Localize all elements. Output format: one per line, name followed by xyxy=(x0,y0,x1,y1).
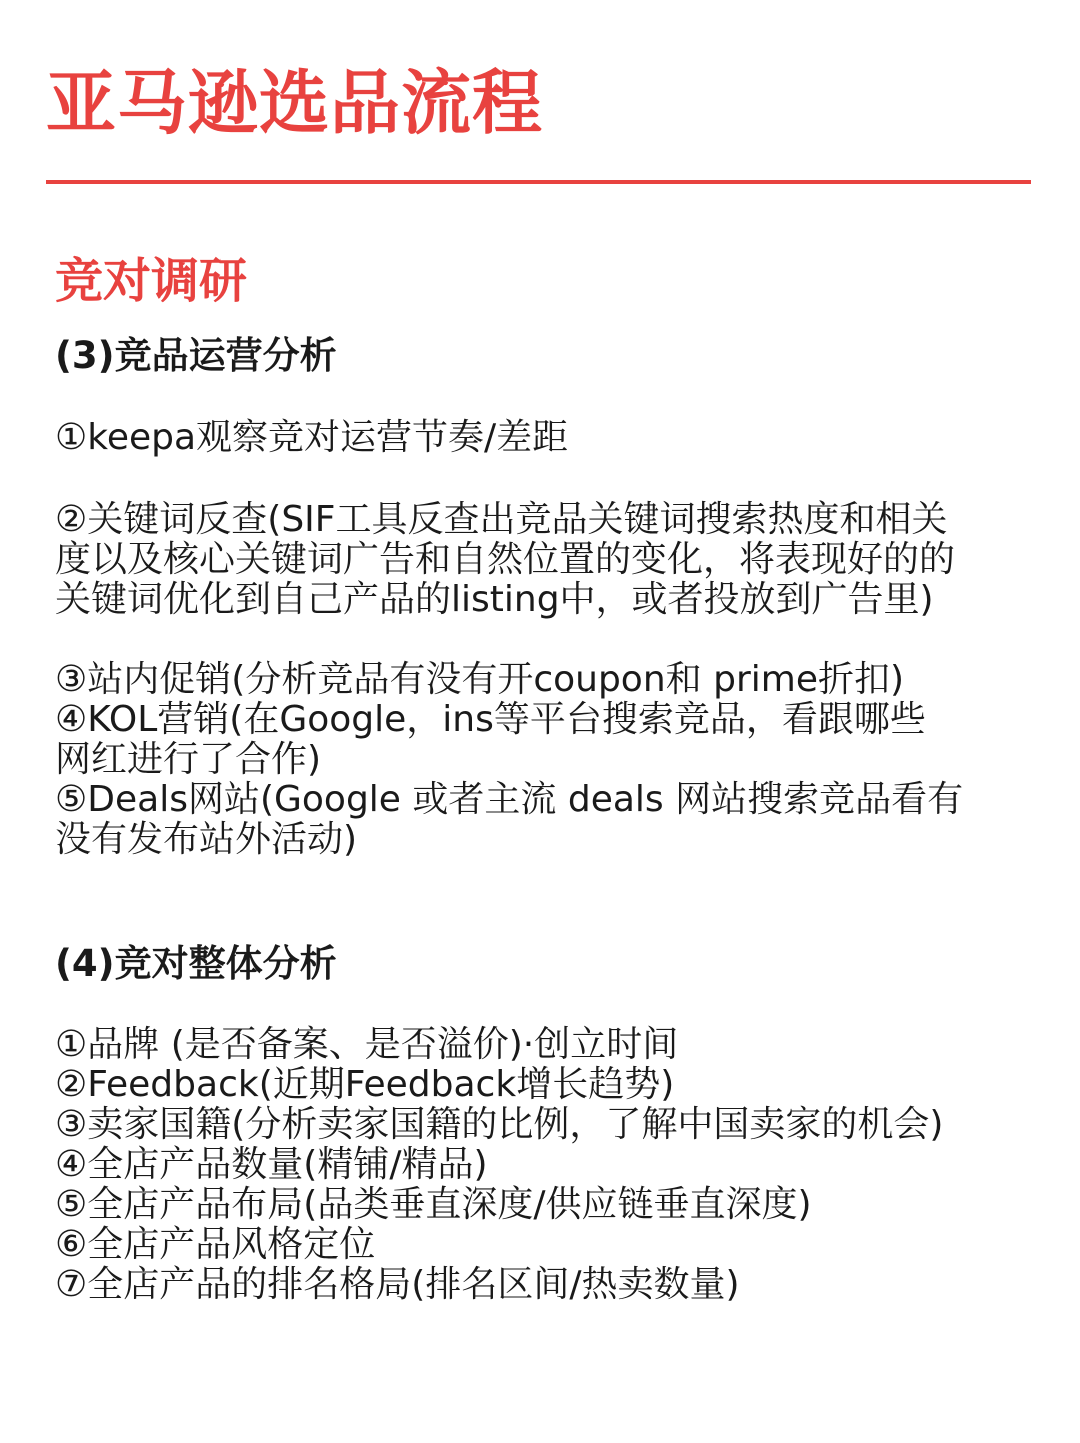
page-title: 亚马逊选品流程 xyxy=(46,62,543,144)
part3-item2-line-1: ②关键词反查(SIF工具反查出竞品关键词搜索热度和相关 xyxy=(55,499,948,540)
part4-item: ⑥全店产品风格定位 xyxy=(55,1224,376,1265)
part3-item3-line-1: ③站内促销(分析竞品有没有开coupon和 prime折扣) xyxy=(55,659,905,700)
part3-item1 xyxy=(55,418,1045,458)
part4-item: ⑤全店产品布局(品类垂直深度/供应链垂直深度) xyxy=(55,1184,812,1225)
part4-heading: (4)竞对整体分析 xyxy=(55,942,337,985)
part3-item1-line: ①keepa观察竞对运营节奏/差距 xyxy=(55,417,569,458)
part3-item2 xyxy=(55,500,1045,620)
part4-item: ⑦全店产品的排名格局(排名区间/热卖数量) xyxy=(55,1264,740,1305)
part3-item2-line-2: 度以及核心关键词广告和自然位置的变化，将表现好的的 xyxy=(55,539,956,580)
part4-item: ①品牌 (是否备案、是否溢价)·创立时间 xyxy=(55,1024,679,1065)
part3-item4-line-2: 网红进行了合作) xyxy=(55,739,322,780)
part3-items3to5 xyxy=(55,660,1045,860)
part4-item: ④全店产品数量(精铺/精品) xyxy=(55,1144,488,1185)
part3-item5-line-1: ⑤Deals网站(Google 或者主流 deals 网站搜索竞品看有 xyxy=(55,779,964,820)
part4-item: ②Feedback(近期Feedback增长趋势) xyxy=(55,1064,675,1105)
part3-item5-line-2: 没有发布站外活动) xyxy=(55,819,358,860)
part4-item: ③卖家国籍(分析卖家国籍的比例，了解中国卖家的机会) xyxy=(55,1104,944,1145)
part4-list xyxy=(55,1025,1045,1305)
part3-heading: (3)竞品运营分析 xyxy=(55,334,337,377)
section-title: 竞对调研 xyxy=(55,253,248,309)
part3-item4-line-1: ④KOL营销(在Google，ins等平台搜索竞品，看跟哪些 xyxy=(55,699,926,740)
part3-item2-line-3: 关键词优化到自己产品的listing中，或者投放到广告里) xyxy=(55,579,934,620)
title-divider xyxy=(46,180,1031,184)
